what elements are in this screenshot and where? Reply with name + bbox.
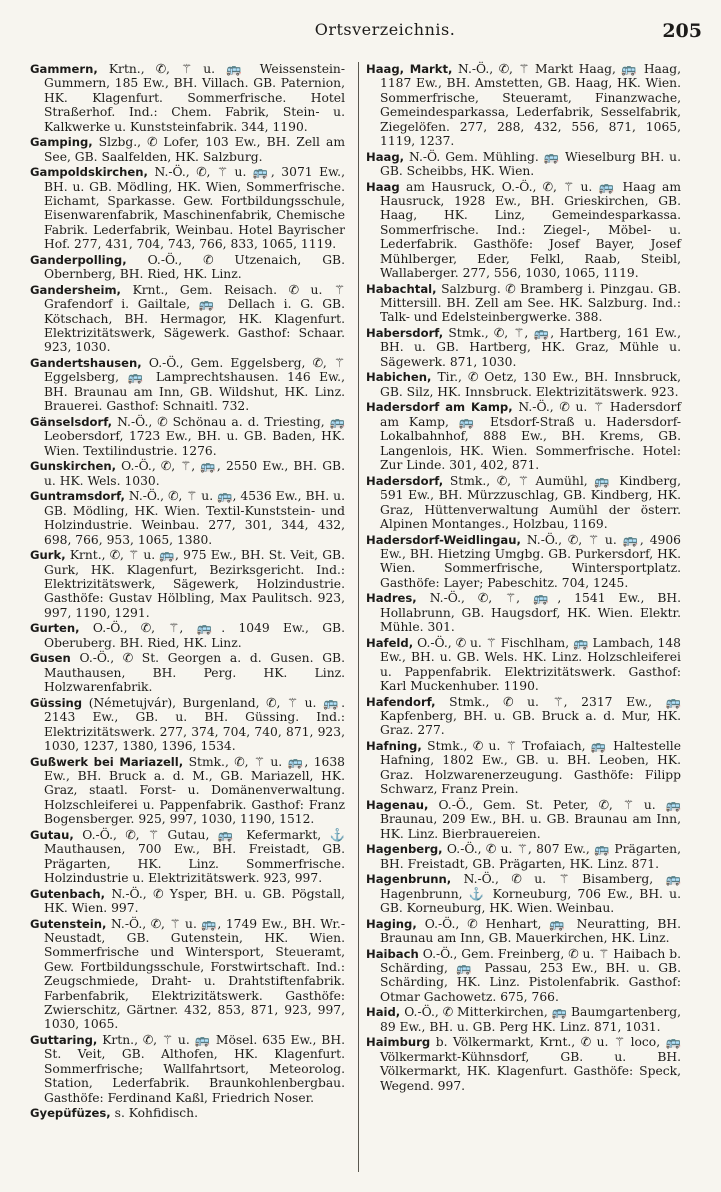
gazetteer-entry xyxy=(366,842,681,871)
entry-text: Tir., ✆ Oetz, 130 Ew., BH. Innsbruck, GB. Silz, HK. Innsbruck. Elektrizitätswerk. 923. xyxy=(380,370,681,399)
gazetteer-entry xyxy=(366,474,681,532)
gazetteer-entry xyxy=(30,621,345,650)
gazetteer-entry xyxy=(30,489,345,547)
gazetteer-entry xyxy=(30,283,345,355)
gazetteer-entry xyxy=(366,798,681,841)
entry-text: Krnt., Gem. Reisach. ✆ u. ⚚ Grafendorf i. Gailtale, 🚌 Dellach i. G. GB. Kötschach, BH. Hermagor, HK. Klagenfurt. Elektrizitätswerk, Sägewerk. Gasthof: Schaar. 923, 1030. xyxy=(44,282,345,355)
entry-text: Stmk., ✆, ⚚ u. 🚌, 1638 Ew., BH. Bruck a. d. M., GB. Mariazell, HK. Graz, staatl. Forst- u. Domänenverwaltung. Holzschleiferei u. Pappenfabrik. Gasthof: Franz Bogensberger. 925, 997, 1030, 1190, 1512. xyxy=(44,754,345,827)
entry-text: N.-Ö., ✆ Ysper, BH. u. GB. Pögstall, HK. Wien. 997. xyxy=(44,886,345,915)
entry-text: Stmk., ✆, ⚚ Aumühl, 🚌 Kindberg, 591 Ew., BH. Mürzzuschlag, GB. Kindberg, HK. Graz, Hüttenverwaltung Aumühl der österr. Alpinen Montanges., Holzbau, 1169. xyxy=(380,473,681,531)
entry-headword: Hafeld, xyxy=(366,635,414,650)
entry-text: N.-Ö., ✆ Schönau a. d. Triesting, 🚌 Leobersdorf, 1723 Ew., BH. u. GB. Baden, HK. Wien. Textilindustrie. 1276. xyxy=(44,414,345,458)
entry-headword: Gurten, xyxy=(30,621,80,636)
entry-headword: Gandertshausen, xyxy=(30,356,142,371)
entry-text: N.-Ö., ✆, ⚚, 🚌, 1541 Ew., BH. Hollabrunn, GB. Haugsdorf, HK. Wien. Elektr. Mühle. 301. xyxy=(380,591,681,635)
gazetteer-entry xyxy=(30,696,345,754)
gazetteer-entry xyxy=(30,165,345,251)
gazetteer-entry xyxy=(366,917,681,946)
gazetteer-entry xyxy=(366,370,681,399)
page-title: Ortsverzeichnis. xyxy=(314,20,456,39)
entry-text: b. Völkermarkt, Krnt., ✆ u. ⚚ loco, 🚌 Völkermarkt-Kühnsdorf, GB. u. BH. Völkermarkt, HK. Klagenfurt. Gasthöfe: Speck, Wegend. 997. xyxy=(380,1035,681,1093)
entry-text: s. Kohfidisch. xyxy=(114,1106,198,1121)
gazetteer-entry xyxy=(30,755,345,827)
entry-headword: Haag, Markt, xyxy=(366,62,453,76)
entry-headword: Gurk, xyxy=(30,548,66,563)
entry-text: N.-Ö., ✆ u. ⚚ Hadersdorf am Kamp, 🚌 Etsdorf-Straß u. Hadersdorf-Lokalbahnhof, 888 Ew., BH. Krems, GB. Langenlois, HK. Wien. Sommerfrische. Hotel: Zur Linde. 301, 402, 871. xyxy=(380,400,681,473)
entry-headword: Gampoldskirchen, xyxy=(30,165,148,180)
entry-text: N.-Ö., ✆, ⚚ u. 🚌, 1749 Ew., BH. Wr.-Neustadt, GB. Gutenstein, HK. Wien. Sommerfrische und Wintersport, Steueramt, Gew. Fortbildungsschule, Forstwirtschaft. Ind.: Zeugschmiede, Draht- u. Drahtstiftenfabrik. Farbenfabrik, Elektrizitätswerk. Gasthöfe: Zwierschitz, Gärtner. 432, 853, 871, 923, 997, 1030, 1065. xyxy=(44,916,345,1032)
entry-headword: Hafning, xyxy=(366,738,422,753)
entry-headword: Hadersdorf am Kamp, xyxy=(366,400,513,415)
entry-text: O.-Ö., ✆, ⚚ Gutau, 🚌 Kefermarkt, ⚓ Mauthausen, 700 Ew., BH. Freistadt, GB. Prägarten, HK. Linz. Sommerfrische. Holzindustrie u. Elektrizitätswerk. 923, 997. xyxy=(44,827,345,885)
gazetteer-entry xyxy=(30,253,345,282)
entry-headword: Gammern, xyxy=(30,62,98,76)
gazetteer-entry xyxy=(366,150,681,179)
gazetteer-entry xyxy=(366,1035,681,1093)
gazetteer-entry xyxy=(366,636,681,694)
entry-text: O.-Ö., Gem. St. Peter, ✆, ⚚ u. 🚌 Braunau, 209 Ew., BH. u. GB. Braunau am Inn, HK. Linz. Bierbrauereien. xyxy=(380,797,681,841)
entry-text: O.-Ö., Gem. Freinberg, ✆ u. ⚚ Haibach b. Schärding, 🚌 Passau, 253 Ew., BH. u. GB. Schärding, HK. Linz. Pistolenfabrik. Gasthof: Otmar Gachowetz. 675, 766. xyxy=(380,946,681,1004)
entry-headword: Habachtal, xyxy=(366,281,437,296)
gazetteer-entry xyxy=(30,356,345,414)
entry-headword: Gutau, xyxy=(30,827,74,842)
entry-text: Krnt., ✆, ⚚ u. 🚌, 975 Ew., BH. St. Veit, GB. Gurk, HK. Klagenfurt, Bezirksgericht. Ind.: Elektrizitätswerk, Sägewerk, Holzindustrie. Gasthöfe: Gustav Hölbling, Max Paulitsch. 923, 997, 1190, 1291. xyxy=(44,548,345,620)
entry-headword: Haag, xyxy=(366,149,405,164)
entry-headword: Gunskirchen, xyxy=(30,459,116,474)
left-column xyxy=(30,62,345,1122)
entry-text: N.-Ö., ✆ u. ⚚ Bisamberg, 🚌 Hagenbrunn, ⚓ Korneuburg, 706 Ew., BH. u. GB. Korneuburg, HK. Wien. Weinbau. xyxy=(380,872,681,915)
entry-text: Stmk., ✆, ⚚, 🚌, Hartberg, 161 Ew., BH. u. GB. Hartberg, HK. Graz, Mühle u. Sägewerk. 871, 1030. xyxy=(380,326,681,369)
gazetteer-entry xyxy=(30,62,345,134)
gazetteer-entry xyxy=(30,651,345,694)
entry-text: Krtn., ✆, ⚚ u. 🚌 Mösel. 635 Ew., BH. St. Veit, GB. Althofen, HK. Klagenfurt. Sommerfrische; Wallfahrtsort, Meteorolog. Station, Lederfabrik. Braunkohlenbergbau. Gasthöfe: Ferdinand Kaßl, Friedrich Noser. xyxy=(44,1033,345,1105)
gazetteer-entry xyxy=(366,1005,681,1034)
entry-text: Stmk., ✆ u. ⚚ Trofaiach, 🚌 Haltestelle Hafning, 1802 Ew., GB. u. BH. Leoben, HK. Graz. Holzwarenerzeugung. Gasthöfe: Filipp Schwarz, Franz Prein. xyxy=(380,738,681,797)
entry-headword: Haimburg xyxy=(366,1035,431,1050)
entry-headword: Guttaring, xyxy=(30,1033,98,1047)
entry-headword: Gusen xyxy=(30,651,71,666)
entry-headword: Hadres, xyxy=(366,591,417,606)
entry-headword: Hadersdorf-Weidlingau, xyxy=(366,532,521,547)
column-divider xyxy=(358,62,359,1172)
entry-text: O.-Ö., ✆, ⚚, 🚌. 1049 Ew., GB. Oberuberg. BH. Ried, HK. Linz. xyxy=(44,621,345,650)
entry-text: N.-Ö., ✆, ⚚ u. 🚌, 3071 Ew., BH. u. GB. Mödling, HK. Wien, Sommerfrische. Eichamt, Sparkasse. Gew. Fortbildungsschule, Eisenwarenfabrik, Maschinenfabrik, Chemische Fabrik. Lederfabrik, Weinbau. Hotel Bayrischer Hof. 277, 431, 704, 743, 766, 833, 1065, 1119. xyxy=(44,165,345,252)
entry-text: O.-Ö., ✆ St. Georgen a. d. Gusen. GB. Mauthausen, BH. Perg. HK. Linz. Holzwarenfabrik. xyxy=(44,651,345,695)
entry-text: Salzburg. ✆ Bramberg i. Pinzgau. GB. Mittersill. BH. Zell am See. HK. Salzburg. Ind.: Talk- und Edelsteinbergwerke. 388. xyxy=(380,281,681,325)
entry-text: N.-Ö. Gem. Mühling. 🚌 Wieselburg BH. u. GB. Scheibbs, HK. Wien. xyxy=(380,149,681,179)
gazetteer-entry xyxy=(366,947,681,1005)
entry-headword: Haibach xyxy=(366,946,419,961)
gazetteer-entry xyxy=(30,135,345,164)
entry-headword: Ganderpolling, xyxy=(30,252,127,267)
entry-headword: Habichen, xyxy=(366,370,432,385)
entry-text: (Németujvár), Burgenland, ✆, ⚚ u. 🚌. 2143 Ew., GB. u. BH. Güssing. Ind.: Elektrizitätswerk. 277, 374, 704, 740, 871, 923, 1030, 1237, 1380, 1396, 1534. xyxy=(44,695,345,753)
entry-text: O.-Ö., ✆ Utzenaich, GB. Obernberg, BH. Ried, HK. Linz. xyxy=(44,252,345,282)
gazetteer-entry xyxy=(366,695,681,738)
gazetteer-entry xyxy=(30,887,345,916)
entry-text: N.-Ö., ✆, ⚚ Markt Haag, 🚌 Haag, 1187 Ew., BH. Amstetten, GB. Haag, HK. Wien. Sommerfrische, Steueramt, Finanzwache, Gemeindesparkassa, Lederfabrik, Sesselfabrik, Ziegelöfen. 277, 288, 432, 556, 871, 1065, 1119, 1237. xyxy=(380,62,681,149)
entry-text: Stmk., ✆ u. ⚚, 2317 Ew., 🚌 Kapfenberg, BH. u. GB. Bruck a. d. Mur, HK. Graz. 277. xyxy=(380,694,681,738)
entry-headword: Hafendorf, xyxy=(366,694,436,709)
gazetteer-entry xyxy=(366,282,681,325)
entry-headword: Hagenberg, xyxy=(366,842,443,857)
entry-text: O.-Ö., ✆ Henhart, 🚌 Neuratting, BH. Braunau am Inn, GB. Mauerkirchen, HK. Linz. xyxy=(380,916,681,945)
gazetteer-entry xyxy=(366,62,681,148)
page-header xyxy=(60,20,710,46)
entry-headword: Gandersheim, xyxy=(30,282,121,297)
page-number: 205 xyxy=(662,20,702,42)
entry-text: Slzbg., ✆ Lofer, 103 Ew., BH. Zell am See, GB. Saalfelden, HK. Salzburg. xyxy=(44,135,345,164)
entry-text: O.-Ö., ✆, ⚚, 🚌, 2550 Ew., BH. GB. u. HK. Wels. 1030. xyxy=(44,459,345,488)
gazetteer-entry xyxy=(366,533,681,591)
entry-headword: Hadersdorf, xyxy=(366,473,444,488)
right-column xyxy=(366,62,681,1094)
entry-headword: Hagenau, xyxy=(366,797,429,812)
entry-text: O.-Ö., Gem. Eggelsberg, ✆, ⚚ Eggelsberg, 🚌 Lamprechtshausen. 146 Ew., BH. Braunau am Inn, GB. Wildshut, HK. Linz. Brauerei. Gasthof: Schnaitl. 732. xyxy=(44,356,345,414)
entry-headword: Hagenbrunn, xyxy=(366,872,452,887)
entry-headword: Habersdorf, xyxy=(366,326,444,341)
gazetteer-entry xyxy=(366,326,681,369)
entry-headword: Gußwerk bei Mariazell, xyxy=(30,754,184,769)
gazetteer-entry xyxy=(30,917,345,1032)
gazetteer-entry xyxy=(30,1106,345,1120)
entry-text: Krtn., ✆, ⚚ u. 🚌 Weissenstein-Gummern, 185 Ew., BH. Villach. GB. Paternion, HK. Klagenfurt. Sommerfrische. Hotel Straßerhof. Ind.: Chem. Fabrik, Stein- u. Kalkwerke u. Kunststeinfabrik. 344, 1190. xyxy=(44,62,345,134)
entry-headword: Gänselsdorf, xyxy=(30,414,113,429)
entry-headword: Haging, xyxy=(366,916,417,931)
entry-headword: Gamping, xyxy=(30,135,93,150)
entry-headword: Güssing xyxy=(30,695,83,710)
entry-text: N.-Ö., ✆, ⚚ u. 🚌, 4906 Ew., BH. Hietzing Umgbg. GB. Purkersdorf, HK. Wien. Sommerfrische, Wintersportplatz. Gasthöfe: Layer; Pabeschitz. 704, 1245. xyxy=(380,532,681,590)
gazetteer-entry xyxy=(366,739,681,797)
gazetteer-entry xyxy=(366,591,681,634)
gazetteer-entry xyxy=(30,548,345,620)
entry-headword: Guntramsdorf, xyxy=(30,489,125,504)
gazetteer-entry xyxy=(30,828,345,886)
entry-headword: Haid, xyxy=(366,1005,401,1020)
entry-headword: Gyepüfüzes, xyxy=(30,1106,111,1121)
gazetteer-entry xyxy=(366,180,681,281)
gazetteer-entry xyxy=(366,400,681,472)
entry-headword: Haag xyxy=(366,179,400,194)
entry-text: O.-Ö., ✆ u. ⚚ Fischlham, 🚌 Lambach, 148 Ew., BH. u. GB. Wels. HK. Linz. Holzschleiferei u. Pappenfabrik. Elektrizitätswerk. Gasthof: Karl Muckenhuber. 1190. xyxy=(380,635,681,693)
gazetteer-entry xyxy=(366,872,681,915)
entry-text: N.-Ö., ✆, ⚚ u. 🚌, 4536 Ew., BH. u. GB. Mödling, HK. Wien. Textil-Kunststein- und Holzindustrie. Weinbau. 277, 301, 344, 432, 698, 766, 953, 1065, 1380. xyxy=(44,489,345,547)
gazetteer-entry xyxy=(30,459,345,488)
gazetteer-entry xyxy=(30,415,345,458)
entry-text: O.-Ö., ✆ Mitterkirchen, 🚌 Baumgartenberg, 89 Ew., BH. u. GB. Perg HK. Linz. 871, 1031. xyxy=(380,1005,681,1034)
entry-text: O.-Ö., ✆ u. ⚚, 807 Ew., 🚌 Prägarten, BH. Freistadt, GB. Prägarten, HK. Linz. 871. xyxy=(380,842,681,871)
entry-text: am Hausruck, O.-Ö., ✆, ⚚ u. 🚌 Haag am Hausruck, 1928 Ew., BH. Grieskirchen, GB. Haag, HK. Linz, Gemeindesparkassa. Sommerfrische. Ind.: Ziegel-, Möbel- u. Lederfabrik. Gasthöfe: Josef Bayer, Josef Mühlberger, Eder, Felkl, Raab, Steibl, Wallaberger. 277, 556, 1030, 1065, 1119. xyxy=(380,179,681,281)
entry-headword: Gutenbach, xyxy=(30,886,106,901)
entry-headword: Gutenstein, xyxy=(30,916,107,931)
gazetteer-entry xyxy=(30,1033,345,1105)
